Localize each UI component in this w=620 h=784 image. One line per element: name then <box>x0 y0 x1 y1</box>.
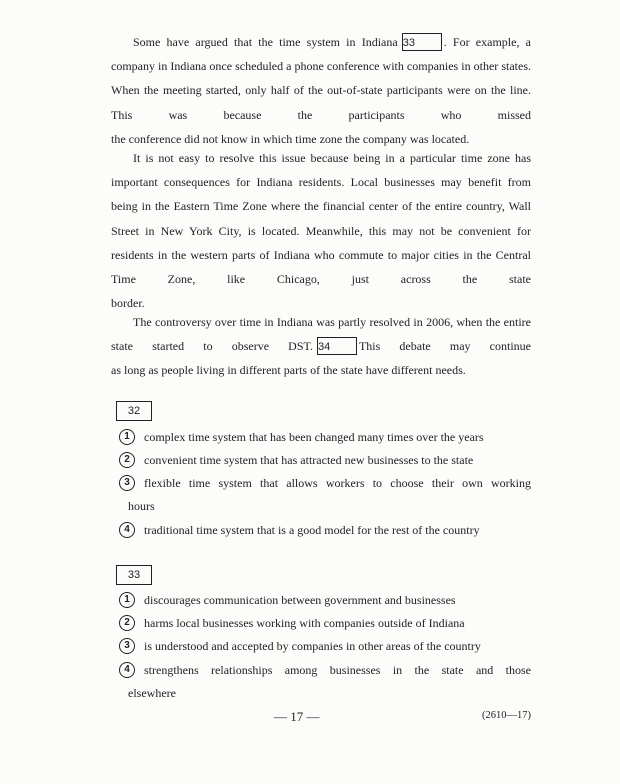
option-text: complex time system that has been changed many times over the years <box>144 430 484 444</box>
p3-body: The controversy over time in Indiana was partly resolved in 2006, when the entire state started to observe DST. <box>111 315 531 354</box>
q33-option-2[interactable] <box>119 612 531 634</box>
paragraph-1 <box>111 30 531 151</box>
q32-option-4[interactable] <box>119 519 531 541</box>
q32-option-2[interactable] <box>119 449 531 471</box>
p1-line1-before: Some have argued that the time system in Indiana <box>133 35 398 49</box>
p1-last-line: the conference did not know in which time zone the company was located. <box>111 131 470 146</box>
q33-option-1[interactable] <box>119 589 531 611</box>
p2-body: It is not easy to resolve this issue because being in a particular time zone has important consequences for Indiana residents. Local businesses may benefit from being in the Eastern Time Zone where the financial center of the entire country, Wall Street in New York City, is located. Meanwhile, this may not be convenient for residents in the western parts of Indiana who commute to major cities in the Central Time Zone, like Chicago, just across the state <box>111 151 531 287</box>
q32-option-3-continuation: hours <box>128 499 155 513</box>
page-number: — 17 — <box>274 709 320 724</box>
q33-option-4-continuation: elsewhere <box>128 686 176 700</box>
circled-1-icon: 1 <box>119 429 135 445</box>
exam-code: (2610—17) <box>482 710 531 721</box>
p3-after: This debate may continue <box>358 339 531 354</box>
q32-option-1[interactable] <box>119 426 531 448</box>
question-32-number: 32 <box>116 401 152 421</box>
option-text: discourages communication between government and businesses <box>144 593 456 607</box>
question-33-number: 33 <box>116 565 152 585</box>
q33-option-4[interactable] <box>119 659 531 681</box>
option-text: strengthens relationships among businesses in the state and those <box>144 663 531 677</box>
option-text: flexible time system that allows workers to choose their own working <box>144 476 531 490</box>
paragraph-3 <box>111 310 531 383</box>
circled-2-icon: 2 <box>119 615 135 631</box>
paragraph-2 <box>111 146 531 315</box>
option-text: is understood and accepted by companies in other areas of the country <box>144 639 481 653</box>
p3-last-line: as long as people living in different parts of the state have different needs. <box>111 363 466 378</box>
circled-4-icon: 4 <box>119 522 135 538</box>
p2-last-line: border. <box>111 296 145 311</box>
circled-3-icon: 3 <box>119 638 135 654</box>
p1-body: a company in Indiana once scheduled a phone conference with companies in other states. When the meeting started, only half of the out-of-state participants were on the line. This was because the participants who missed <box>111 35 531 122</box>
option-text: convenient time system that has attracted new businesses to the state <box>144 453 474 467</box>
p1-line1-after: . For example, <box>443 35 520 49</box>
circled-2-icon: 2 <box>119 452 135 468</box>
circled-1-icon: 1 <box>119 592 135 608</box>
option-text: traditional time system that is a good model for the rest of the country <box>144 523 480 537</box>
blank-34-box: 34 <box>317 337 357 355</box>
q32-option-3[interactable] <box>119 472 531 494</box>
circled-4-icon: 4 <box>119 662 135 678</box>
circled-3-icon: 3 <box>119 475 135 491</box>
option-text: harms local businesses working with companies outside of Indiana <box>144 616 465 630</box>
blank-33-box: 33 <box>402 33 442 51</box>
q33-option-3[interactable] <box>119 635 531 657</box>
